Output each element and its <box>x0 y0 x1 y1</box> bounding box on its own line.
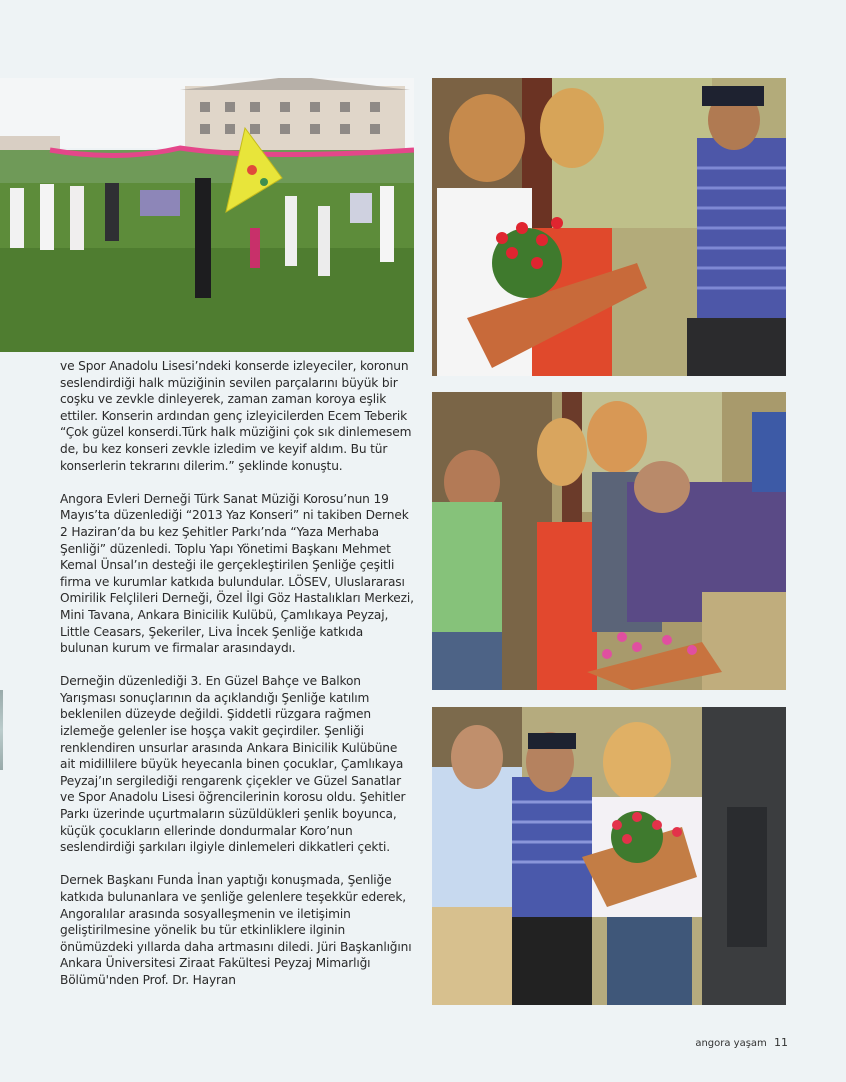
flower-award-photo-2 <box>432 392 786 690</box>
article-paragraph-1: ve Spor Anadolu Lisesi’ndeki konserde izleyeciler, koronun seslendirdiği halk müziğinin sevilen parçalarını büyük bir coşku ve zevkle dinleyerek, zaman zaman koroya eşlik ettiler. Konserin ardından genç izleyicilerden Ecem Teberik “Çok güzel konserdi.Türk halk müziğini çok sık dinlemesem de, bu kez konseri zevkle izledim ve keyif aldım. Bu tür konserlerin tekrarını dilerim.” şeklinde konuştu. <box>60 359 412 473</box>
article-paragraph-2: Angora Evleri Derneği Türk Sanat Müziği Korosu’nun 19 Mayıs’ta düzenlediği “2013 Yaz Konseri” ni takiben Dernek 2 Haziran’da bu kez Şehitler Parkı’nda “Yaza Merhaba Şenliği” düzenledi. Toplu Yapı Yönetimi Başkanı Mehmet Kemal Ünsal’ın desteği ile gerçekleştirilen Şenliğe çeşitli firma ve kurumlar katkıda bulundular. LÖSEV, Uluslararası Omirilik Felçlileri Derneği, Özel İlgi Göz Hastalıkları Merkezi, Mini Tavana, Ankara Binicilik Kulübü, Çamlıkaya Peyzaj, Little Ceasars, Şekeriler, Liva İncek Şenliğe katkıda bulunan kurum ve firmalar arasındaydı. <box>60 491 414 656</box>
article-paragraph-4: Dernek Başkanı Funda İnan yaptığı konuşmada, Şenliğe katkıda bulunanlara ve şenliğe gelenlere teşekkür ederek, Angoralılar arasında sosyalleşmenin ve iletişimin geliştirilmesine yönelik bu tür etkinliklere ilginin önümüzdeki yıllarda daha artmasını diledi. Jüri Başkanlığını Ankara Üniversitesi Ziraat Fakültesi Peyzaj Mimarlığı Bölümü'nden Prof. Dr. Hayran <box>60 873 412 987</box>
page-footer <box>695 1036 788 1049</box>
festival-photo <box>0 78 414 352</box>
article-body <box>60 358 414 989</box>
page-edge-marker <box>0 690 3 770</box>
flower-award-photo-3 <box>432 707 786 1005</box>
article-paragraph-3: Derneğin düzenlediği 3. En Güzel Bahçe ve Balkon Yarışması sonuçlarının da açıklandığı Şenliğe katılım beklenilen düzeyde değildi. Şiddetli rüzgara rağmen izlemeğe gelenler ise hoşça vakit geçirdiler. Şenliği renklendiren unsurlar arasında Ankara Binicilik Kulübüne ait midillilere büyük heyecanla binen çocuklar, Çamlıkaya Peyzaj’ın sergilediği rengarenk çiçekler ve Güzel Sanatlar ve Spor Anadolu Lisesi öğrencilerinin korosu oldu. Şehitler Parkı üzerinde uçurtmaların süzüldükleri şenlik boyunca, küçük çocukların ellerinde dondurmalar Koro’nun seslendirdiği şarkıları ilgiyle dinlemeleri dikkatleri çekti. <box>60 674 406 855</box>
page-number: 11 <box>774 1036 788 1049</box>
flower-award-photo-1 <box>432 78 786 376</box>
magazine-name: angora yaşam <box>695 1038 767 1049</box>
